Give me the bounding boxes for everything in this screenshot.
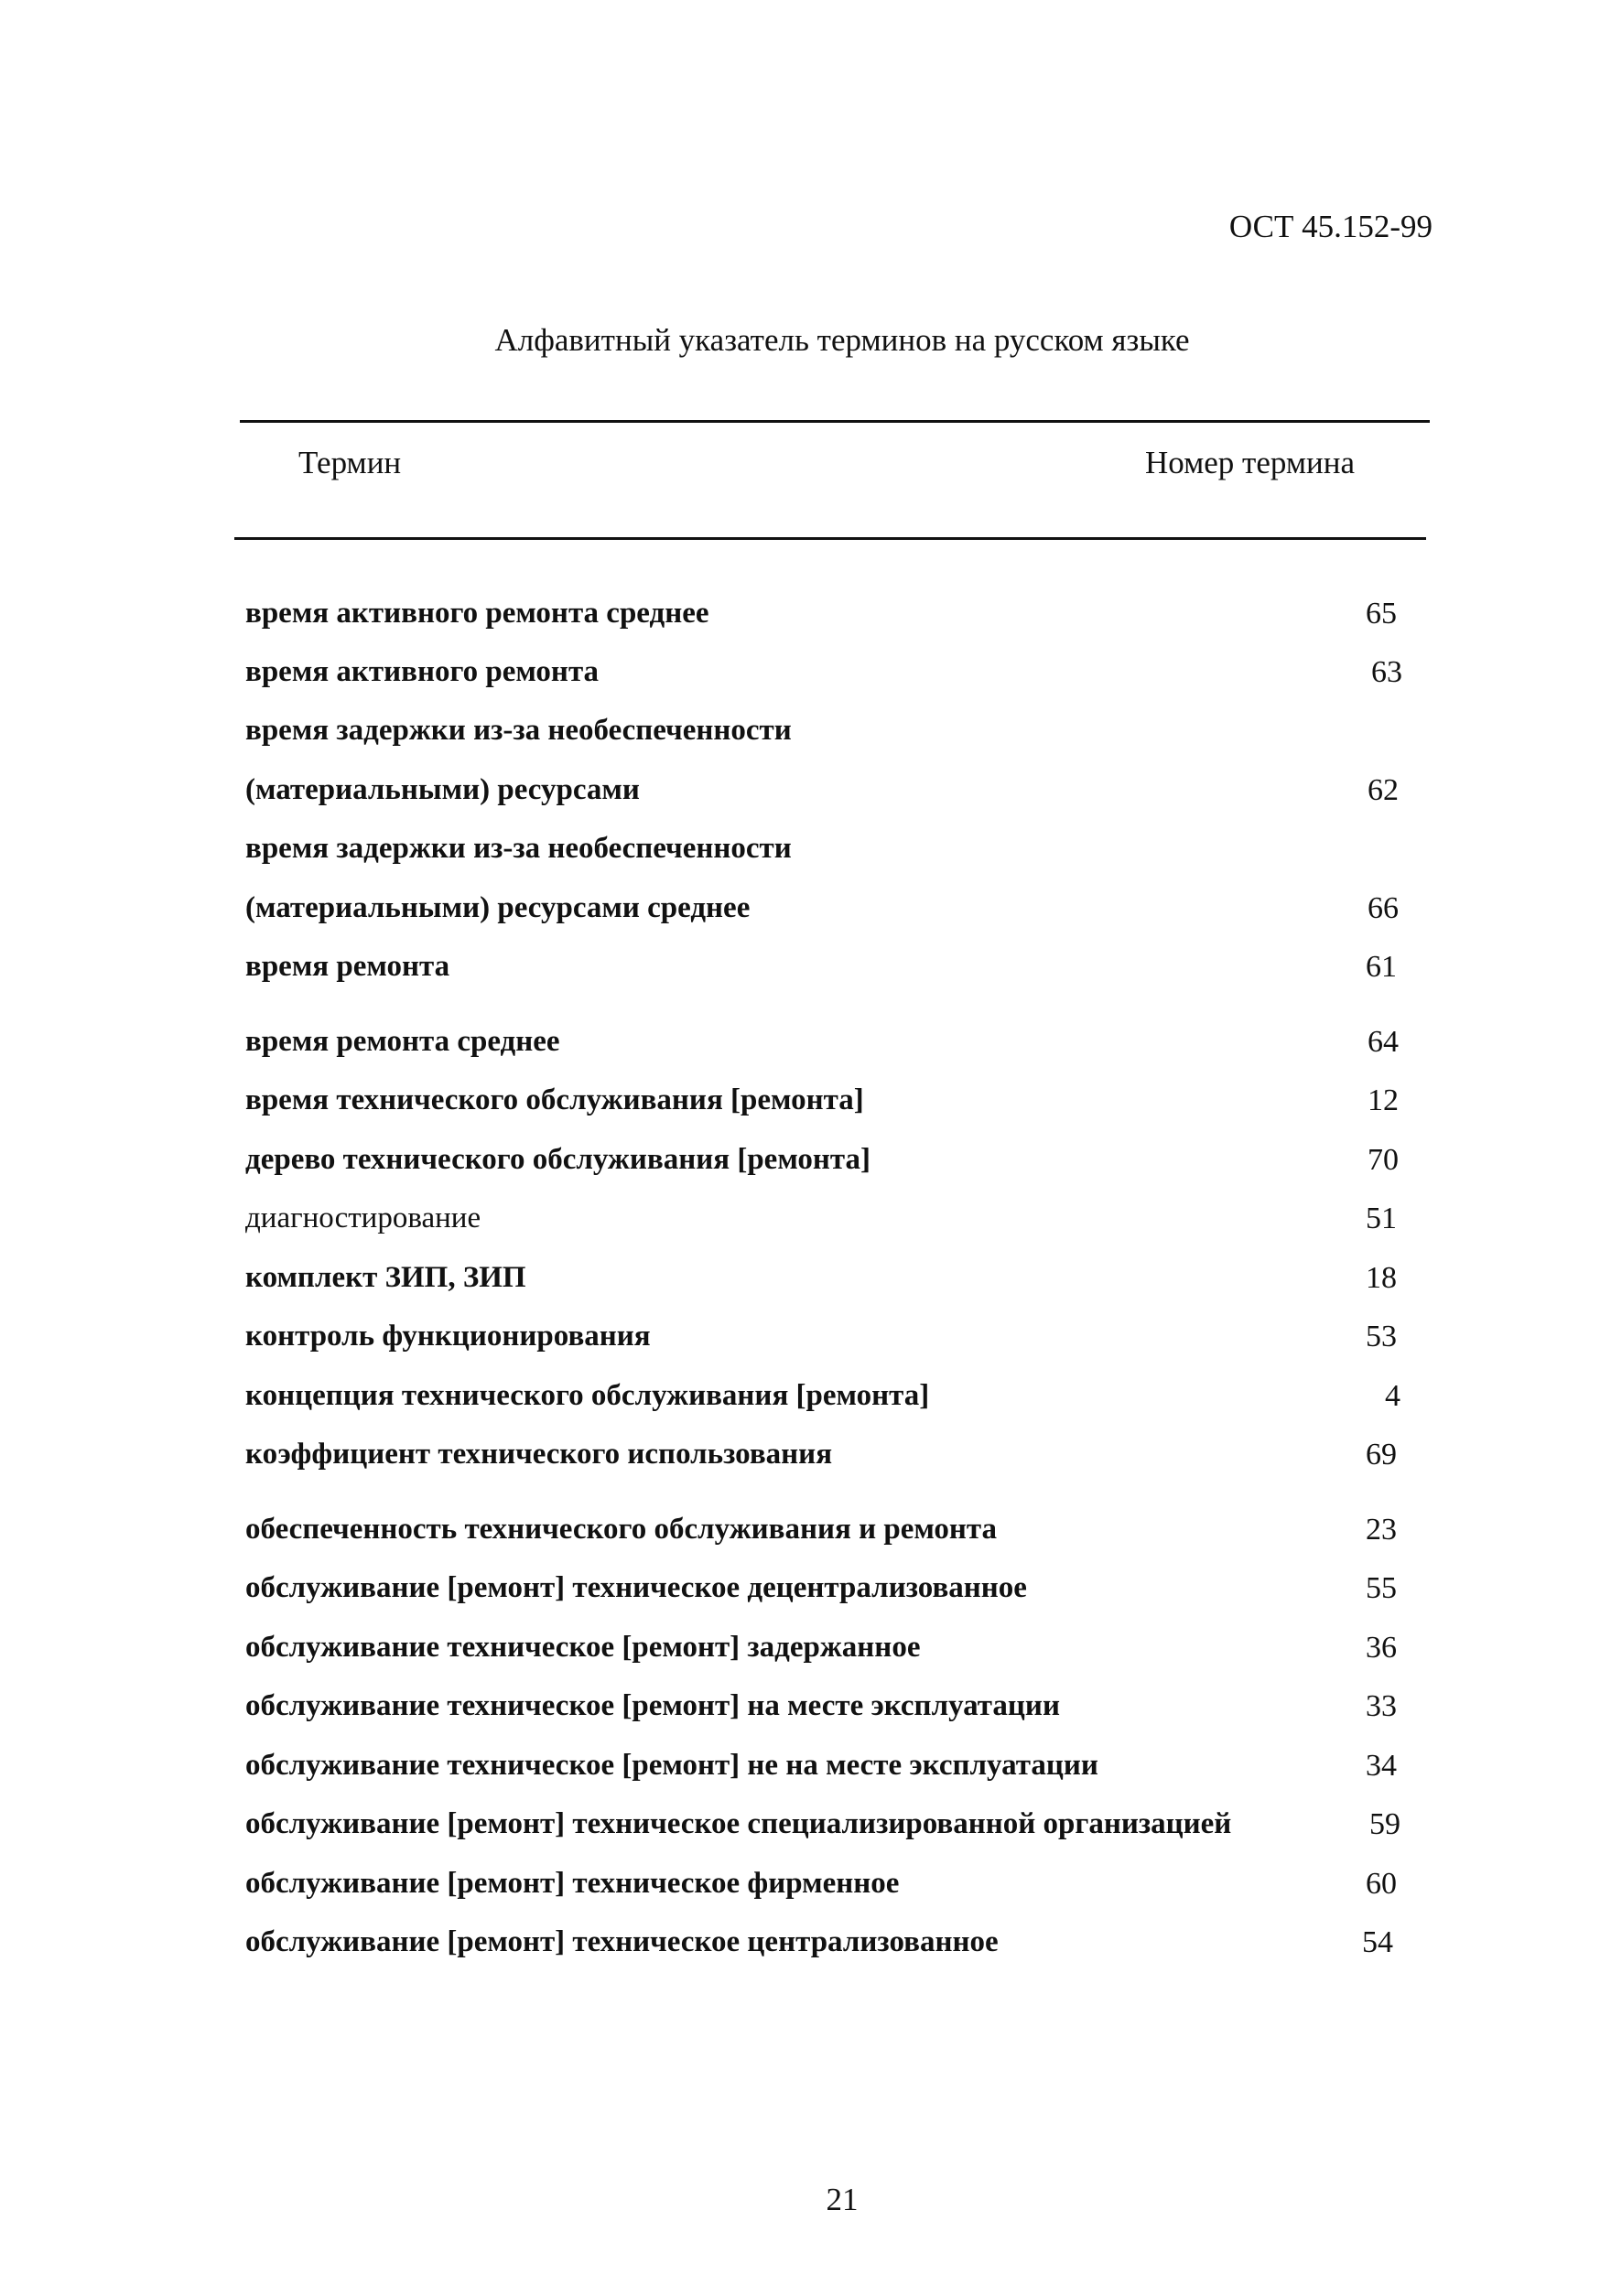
index-entry-term: время ремонта среднее xyxy=(245,1025,560,1058)
index-entry-term: обслуживание [ремонт] техническое централизованное xyxy=(245,1925,999,1958)
index-entry-number: 34 xyxy=(1366,1749,1397,1783)
index-entry-term: обслуживание техническое [ремонт] не на месте эксплуатации xyxy=(245,1749,1098,1782)
index-entry-term: обслуживание [ремонт] техническое децентрализованное xyxy=(245,1571,1027,1604)
index-entry-number: 66 xyxy=(1368,891,1399,925)
index-entry-number: 36 xyxy=(1366,1631,1397,1665)
index-entry-term: контроль функционирования xyxy=(245,1320,651,1353)
index-entry-number: 62 xyxy=(1368,773,1399,807)
index-entry-term: обслуживание [ремонт] техническое специализированной организацией xyxy=(245,1807,1232,1840)
index-entry-term: время технического обслуживания [ремонта] xyxy=(245,1083,864,1116)
index-entry-term: комплект ЗИП, ЗИП xyxy=(245,1261,526,1294)
index-entry-number: 12 xyxy=(1368,1083,1399,1117)
index-entry-number: 70 xyxy=(1368,1143,1399,1177)
column-header-term: Термин xyxy=(298,445,402,480)
index-entry-number: 60 xyxy=(1366,1867,1397,1901)
index-entry-number: 54 xyxy=(1362,1925,1393,1959)
index-entry-number: 53 xyxy=(1366,1320,1397,1353)
index-entry-term: время активного ремонта среднее xyxy=(245,597,709,630)
page-number: 21 xyxy=(826,2182,859,2217)
index-entry-number: 33 xyxy=(1366,1689,1397,1723)
index-entry-number: 51 xyxy=(1366,1202,1397,1235)
index-entry-number: 64 xyxy=(1368,1025,1399,1059)
column-header-number: Номер термина xyxy=(1145,445,1355,480)
document-code: ОСТ 45.152-99 xyxy=(1228,209,1433,244)
index-entry-term: время активного ремонта xyxy=(245,655,600,688)
index-entry-term: обслуживание техническое [ремонт] на месте эксплуатации xyxy=(245,1689,1060,1722)
index-entry-number: 59 xyxy=(1369,1807,1400,1841)
index-entry-term: концепция технического обслуживания [ремонта] xyxy=(245,1379,930,1412)
index-entry-number: 23 xyxy=(1366,1513,1397,1547)
index-entry-term: дерево технического обслуживания [ремонта] xyxy=(245,1143,870,1176)
index-entry-term: время задержки из-за необеспеченности xyxy=(245,714,792,747)
index-entry-term: обслуживание [ремонт] техническое фирменное xyxy=(245,1867,900,1900)
index-entry-term: коэффициент технического использования xyxy=(245,1438,833,1471)
index-entry-term: обеспеченность технического обслуживания и ремонта xyxy=(245,1513,998,1546)
index-entry-number: 61 xyxy=(1366,950,1397,984)
index-entry-term: время задержки из-за необеспеченности xyxy=(245,832,792,865)
index-entry-term: обслуживание техническое [ремонт] задержанное xyxy=(245,1631,921,1664)
index-entry-number: 4 xyxy=(1385,1379,1400,1413)
page-title: Алфавитный указатель терминов на русском языке xyxy=(494,322,1190,358)
index-entry-term: время ремонта xyxy=(245,950,450,983)
index-entry-number: 18 xyxy=(1366,1261,1397,1295)
index-entry-number: 63 xyxy=(1371,655,1402,689)
index-entry-number: 65 xyxy=(1366,597,1397,631)
index-entry-term: (материальными) ресурсами xyxy=(245,773,640,806)
index-entry-number: 55 xyxy=(1366,1571,1397,1605)
index-entry-number: 69 xyxy=(1366,1438,1397,1471)
index-entry-term: (материальными) ресурсами среднее xyxy=(245,891,751,924)
index-entry-term: диагностирование xyxy=(245,1202,481,1234)
